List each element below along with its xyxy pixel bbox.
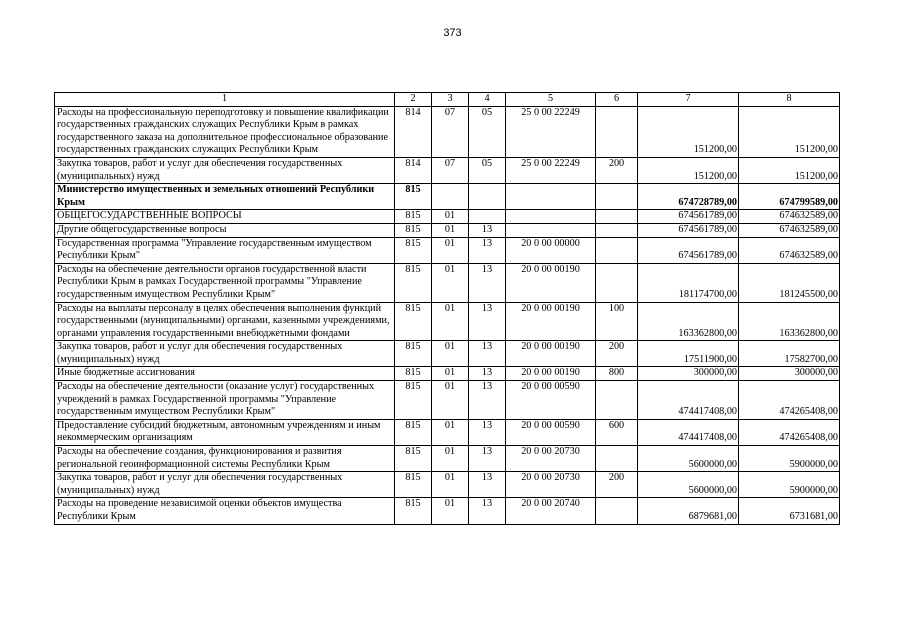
row-target-article: 20 0 00 00000 bbox=[506, 237, 596, 263]
row-description: Расходы на профессиональную переподготовку и повышение квалификации государственных гражданских служащих Республики Крым в рамках государственного заказа на дополнительное профессиональное образование государственных гражданских служащих Республики Крым bbox=[55, 106, 395, 157]
row-amount-year-1: 6879681,00 bbox=[638, 498, 739, 524]
row-subsection-code bbox=[469, 184, 506, 210]
row-description: ОБЩЕГОСУДАРСТВЕННЫЕ ВОПРОСЫ bbox=[55, 210, 395, 224]
row-amount-year-1: 674561789,00 bbox=[638, 210, 739, 224]
row-description: Закупка товаров, работ и услуг для обеспечения государственных (муниципальных) нужд bbox=[55, 341, 395, 367]
row-expense-type: 100 bbox=[596, 302, 638, 341]
table-row bbox=[55, 419, 840, 445]
row-target-article bbox=[506, 184, 596, 210]
row-section-code: 01 bbox=[432, 263, 469, 302]
row-amount-year-2: 17582700,00 bbox=[739, 341, 840, 367]
row-description: Расходы на обеспечение деятельности (оказание услуг) государственных учреждений в рамках Государственной программы "Управление государственным имуществом Республики Крым" bbox=[55, 381, 395, 420]
row-description: Государственная программа "Управление государственным имуществом Республики Крым" bbox=[55, 237, 395, 263]
row-expense-type: 200 bbox=[596, 472, 638, 498]
row-section-code: 01 bbox=[432, 498, 469, 524]
row-expense-type bbox=[596, 223, 638, 237]
table-row bbox=[55, 381, 840, 420]
row-target-article: 20 0 00 00190 bbox=[506, 367, 596, 381]
table-row bbox=[55, 367, 840, 381]
row-ministry-code: 815 bbox=[395, 263, 432, 302]
table-row bbox=[55, 341, 840, 367]
row-amount-year-1: 5600000,00 bbox=[638, 446, 739, 472]
row-description: Закупка товаров, работ и услуг для обеспечения государственных (муниципальных) нужд bbox=[55, 472, 395, 498]
row-amount-year-1: 300000,00 bbox=[638, 367, 739, 381]
table-row bbox=[55, 446, 840, 472]
row-subsection-code: 13 bbox=[469, 223, 506, 237]
row-target-article: 20 0 00 00190 bbox=[506, 341, 596, 367]
table-row bbox=[55, 157, 840, 183]
row-ministry-code: 814 bbox=[395, 106, 432, 157]
row-description: Расходы на обеспечение создания, функционирования и развития региональной геоинформационной системы Республики Крым bbox=[55, 446, 395, 472]
column-header: 4 bbox=[469, 93, 506, 107]
row-section-code: 01 bbox=[432, 419, 469, 445]
row-amount-year-2: 674799589,00 bbox=[739, 184, 840, 210]
row-ministry-code: 815 bbox=[395, 302, 432, 341]
row-expense-type bbox=[596, 381, 638, 420]
row-target-article: 25 0 00 22249 bbox=[506, 157, 596, 183]
row-subsection-code: 13 bbox=[469, 367, 506, 381]
row-target-article: 20 0 00 20740 bbox=[506, 498, 596, 524]
row-subsection-code: 05 bbox=[469, 106, 506, 157]
row-amount-year-1: 151200,00 bbox=[638, 157, 739, 183]
row-expense-type bbox=[596, 263, 638, 302]
row-amount-year-2: 151200,00 bbox=[739, 106, 840, 157]
row-amount-year-2: 151200,00 bbox=[739, 157, 840, 183]
column-header: 8 bbox=[739, 93, 840, 107]
row-section-code: 07 bbox=[432, 106, 469, 157]
row-section-code bbox=[432, 184, 469, 210]
page-number: 373 bbox=[443, 27, 462, 39]
row-ministry-code: 815 bbox=[395, 341, 432, 367]
row-subsection-code: 13 bbox=[469, 341, 506, 367]
table-row bbox=[55, 498, 840, 524]
row-amount-year-1: 181174700,00 bbox=[638, 263, 739, 302]
row-amount-year-2: 300000,00 bbox=[739, 367, 840, 381]
row-target-article: 20 0 00 00190 bbox=[506, 302, 596, 341]
row-amount-year-1: 674561789,00 bbox=[638, 237, 739, 263]
table-row bbox=[55, 302, 840, 341]
row-description: Другие общегосударственные вопросы bbox=[55, 223, 395, 237]
row-target-article bbox=[506, 210, 596, 224]
row-section-code: 01 bbox=[432, 341, 469, 367]
row-description: Иные бюджетные ассигнования bbox=[55, 367, 395, 381]
row-description: Предоставление субсидий бюджетным, автономным учреждениям и иным некоммерческим организациям bbox=[55, 419, 395, 445]
row-expense-type: 800 bbox=[596, 367, 638, 381]
table-row bbox=[55, 223, 840, 237]
row-description: Расходы на выплаты персоналу в целях обеспечения выполнения функций государственными (муниципальными) органами, казенными учреждениями, органами управления государственными внебюджетными фондами bbox=[55, 302, 395, 341]
row-ministry-code: 815 bbox=[395, 210, 432, 224]
row-expense-type bbox=[596, 498, 638, 524]
row-subsection-code: 13 bbox=[469, 472, 506, 498]
row-ministry-code: 815 bbox=[395, 223, 432, 237]
row-target-article: 20 0 00 00590 bbox=[506, 381, 596, 420]
row-expense-type bbox=[596, 210, 638, 224]
table-row bbox=[55, 210, 840, 224]
row-section-code: 07 bbox=[432, 157, 469, 183]
row-expense-type bbox=[596, 237, 638, 263]
row-subsection-code: 13 bbox=[469, 446, 506, 472]
row-amount-year-2: 6731681,00 bbox=[739, 498, 840, 524]
column-header: 2 bbox=[395, 93, 432, 107]
row-amount-year-2: 674632589,00 bbox=[739, 210, 840, 224]
table-row bbox=[55, 184, 840, 210]
row-target-article: 20 0 00 20730 bbox=[506, 446, 596, 472]
row-section-code: 01 bbox=[432, 446, 469, 472]
row-subsection-code bbox=[469, 210, 506, 224]
row-expense-type: 200 bbox=[596, 341, 638, 367]
row-target-article: 25 0 00 22249 bbox=[506, 106, 596, 157]
row-ministry-code: 815 bbox=[395, 472, 432, 498]
row-ministry-code: 815 bbox=[395, 381, 432, 420]
row-section-code: 01 bbox=[432, 210, 469, 224]
row-section-code: 01 bbox=[432, 237, 469, 263]
table-row bbox=[55, 263, 840, 302]
row-subsection-code: 13 bbox=[469, 263, 506, 302]
table-row bbox=[55, 472, 840, 498]
row-expense-type bbox=[596, 106, 638, 157]
row-ministry-code: 814 bbox=[395, 157, 432, 183]
column-header: 5 bbox=[506, 93, 596, 107]
row-target-article bbox=[506, 223, 596, 237]
row-section-code: 01 bbox=[432, 381, 469, 420]
table-row bbox=[55, 237, 840, 263]
row-subsection-code: 13 bbox=[469, 381, 506, 420]
row-description: Расходы на проведение независимой оценки объектов имущества Республики Крым bbox=[55, 498, 395, 524]
row-expense-type: 600 bbox=[596, 419, 638, 445]
row-amount-year-1: 17511900,00 bbox=[638, 341, 739, 367]
row-ministry-code: 815 bbox=[395, 446, 432, 472]
row-target-article: 20 0 00 00590 bbox=[506, 419, 596, 445]
row-amount-year-2: 163362800,00 bbox=[739, 302, 840, 341]
row-expense-type bbox=[596, 446, 638, 472]
row-ministry-code: 815 bbox=[395, 184, 432, 210]
row-section-code: 01 bbox=[432, 472, 469, 498]
row-amount-year-1: 474417408,00 bbox=[638, 419, 739, 445]
row-amount-year-2: 5900000,00 bbox=[739, 472, 840, 498]
table-header-row bbox=[55, 93, 840, 107]
row-amount-year-2: 674632589,00 bbox=[739, 237, 840, 263]
row-target-article: 20 0 00 00190 bbox=[506, 263, 596, 302]
column-header: 7 bbox=[638, 93, 739, 107]
budget-table bbox=[54, 92, 840, 525]
row-section-code: 01 bbox=[432, 223, 469, 237]
row-amount-year-1: 163362800,00 bbox=[638, 302, 739, 341]
row-ministry-code: 815 bbox=[395, 237, 432, 263]
row-ministry-code: 815 bbox=[395, 367, 432, 381]
row-description: Закупка товаров, работ и услуг для обеспечения государственных (муниципальных) нужд bbox=[55, 157, 395, 183]
row-subsection-code: 13 bbox=[469, 498, 506, 524]
row-amount-year-1: 674561789,00 bbox=[638, 223, 739, 237]
row-amount-year-1: 674728789,00 bbox=[638, 184, 739, 210]
table-row bbox=[55, 106, 840, 157]
row-expense-type bbox=[596, 184, 638, 210]
row-amount-year-1: 151200,00 bbox=[638, 106, 739, 157]
row-ministry-code: 815 bbox=[395, 498, 432, 524]
row-target-article: 20 0 00 20730 bbox=[506, 472, 596, 498]
row-subsection-code: 13 bbox=[469, 302, 506, 341]
row-ministry-code: 815 bbox=[395, 419, 432, 445]
row-amount-year-2: 181245500,00 bbox=[739, 263, 840, 302]
row-subsection-code: 13 bbox=[469, 237, 506, 263]
row-amount-year-1: 474417408,00 bbox=[638, 381, 739, 420]
row-description: Расходы на обеспечение деятельности органов государственной власти Республики Крым в рамках Государственной программы "Управление государственным имуществом Республики Крым" bbox=[55, 263, 395, 302]
row-expense-type: 200 bbox=[596, 157, 638, 183]
column-header: 1 bbox=[55, 93, 395, 107]
row-subsection-code: 13 bbox=[469, 419, 506, 445]
row-description: Министерство имущественных и земельных отношений Республики Крым bbox=[55, 184, 395, 210]
row-amount-year-2: 674632589,00 bbox=[739, 223, 840, 237]
row-amount-year-2: 5900000,00 bbox=[739, 446, 840, 472]
row-subsection-code: 05 bbox=[469, 157, 506, 183]
row-section-code: 01 bbox=[432, 367, 469, 381]
row-amount-year-1: 5600000,00 bbox=[638, 472, 739, 498]
row-amount-year-2: 474265408,00 bbox=[739, 419, 840, 445]
column-header: 3 bbox=[432, 93, 469, 107]
row-amount-year-2: 474265408,00 bbox=[739, 381, 840, 420]
column-header: 6 bbox=[596, 93, 638, 107]
row-section-code: 01 bbox=[432, 302, 469, 341]
